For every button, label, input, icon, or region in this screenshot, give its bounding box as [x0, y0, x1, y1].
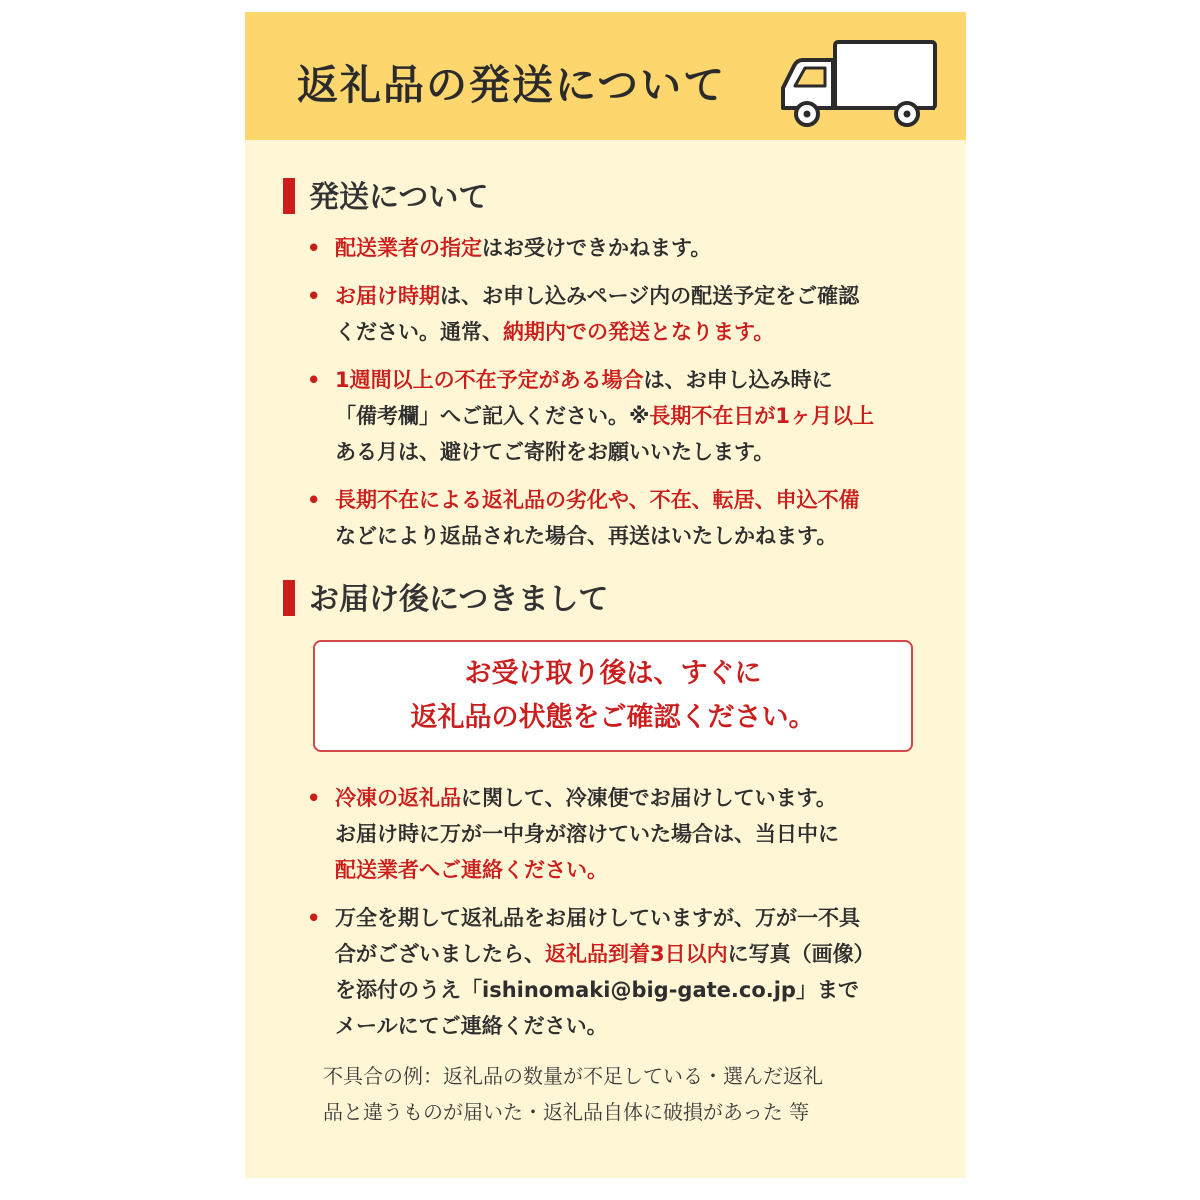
shipping-info-card — [245, 12, 966, 1178]
heading-accent-bar — [283, 580, 295, 616]
list-item: • 配送業者の指定はお受けできかねます。 — [307, 230, 927, 266]
list-item: • 1週間以上の不在予定がある場合は、お申し込み時に 「備考欄」へご記入ください。※長期不在日が1ヶ月以上 ある月は、避けてご寄附をお願いいたします。 — [307, 362, 927, 470]
list-item: • 万全を期して返礼品をお届けしていますが、万が一不具 合がございましたら、返礼品到着3日以内に写真（画像） を添付のうえ「ishinomaki@big-gate.co.jp」まで メールにてご連絡ください。 — [307, 900, 927, 1044]
notice-box — [313, 640, 913, 752]
section-heading-shipping: 発送について — [283, 172, 488, 217]
notice-line-2: 返礼品の状態をご確認ください。 — [410, 702, 816, 733]
bullet-marker: • — [307, 488, 321, 512]
bullet-marker: • — [307, 906, 321, 930]
bullet-marker: • — [307, 236, 321, 260]
list-item: • お届け時期は、お申し込みページ内の配送予定をご確認 ください。通常、納期内での発送となります。 — [307, 278, 927, 350]
page-title: 返礼品の発送について — [297, 61, 727, 109]
bullet-marker: • — [307, 786, 321, 810]
list-item: • 長期不在による返礼品の劣化や、不在、転居、申込不備 などにより返品された場合、再送はいたしかねます。 — [307, 482, 927, 554]
bullet-marker: • — [307, 368, 321, 392]
notice-line-1: お受け取り後は、すぐに — [464, 658, 762, 689]
heading-accent-bar — [283, 178, 295, 214]
list-item: • 冷凍の返礼品に関して、冷凍便でお届けしています。 お届け時に万が一中身が溶けていた場合は、当日中に 配送業者へご連絡ください。 — [307, 780, 927, 888]
truck-icon — [777, 36, 941, 136]
email-address-line: を添付のうえ「ishinomaki@big-gate.co.jp」まで — [335, 978, 859, 1002]
bullet-marker: • — [307, 284, 321, 308]
header-banner — [245, 12, 966, 140]
defect-examples-note: 不具合の例：返礼品の数量が不足している・選んだ返礼 品と違うものが届いた・返礼品自体に破損があった 等 — [323, 1064, 823, 1124]
section-heading-after-delivery: お届け後につきまして — [283, 574, 608, 619]
